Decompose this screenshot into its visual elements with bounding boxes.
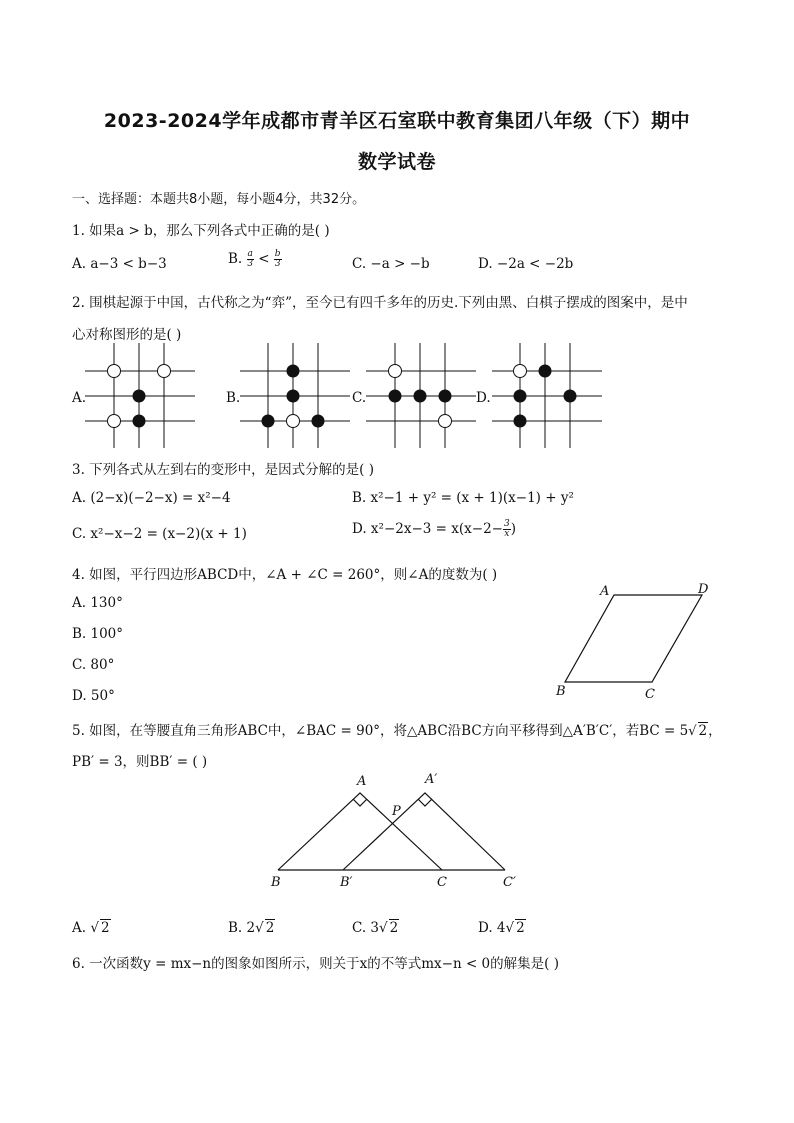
q1-option-c: C. −a > −b xyxy=(352,256,430,272)
white-stone xyxy=(439,415,452,428)
q3-option-d xyxy=(352,520,516,539)
q5-c-radicand: 2 xyxy=(389,920,399,936)
black-stone xyxy=(514,390,527,403)
q1-option-a: A. a−3 < b−3 xyxy=(72,256,167,272)
section-heading: 一、选择题：本题共8小题，每小题4分，共32分。 xyxy=(72,192,366,207)
label-b: B xyxy=(556,684,566,699)
q5-stem-line1: 5. 如图，在等腰直角三角形ABC中，∠BAC = 90°，将△ABC沿BC方向平移得到△A′B′C′，若BC = 5√ 2， xyxy=(72,723,722,739)
q3-d-frac: $\frac{3}{x}$ xyxy=(503,519,510,539)
go-board-a xyxy=(85,343,195,448)
q5-stem-text: 5. 如图，在等腰直角三角形ABC中，∠BAC = 90°，将△ABC沿BC方向平移得到△A′B′C′，若BC = 5 xyxy=(72,723,689,739)
q1-b-frac1: $\frac{a}{3}$ xyxy=(247,249,254,269)
q3-option-b: B. x²−1 + y² = (x + 1)(x−1) + y² xyxy=(352,490,574,506)
q5-stem-radicand: 2 xyxy=(698,723,708,739)
q5-a-radicand: 2 xyxy=(100,920,110,936)
q5-option-c: C. 3√ 2 xyxy=(352,920,399,936)
q4-option-c: C. 80° xyxy=(72,657,115,673)
label-d: D xyxy=(698,582,709,597)
label-a: A xyxy=(357,774,367,789)
black-stone xyxy=(287,390,300,403)
q1-b-frac2: $\frac{b}{3}$ xyxy=(274,249,281,269)
black-stone xyxy=(262,415,275,428)
label-b-prime: B′ xyxy=(340,875,353,890)
q1-option-d: D. −2a < −2b xyxy=(478,256,574,272)
q5-d-radicand: 2 xyxy=(516,920,525,936)
q2-option-b-label: B. xyxy=(226,390,241,406)
q5-c-coef: C. 3 xyxy=(352,920,380,936)
q3-option-c: C. x²−x−2 = (x−2)(x + 1) xyxy=(72,526,247,542)
q2-option-a-label: A. xyxy=(72,390,87,406)
go-board-c xyxy=(366,343,476,448)
white-stone xyxy=(108,415,121,428)
q1-option-b-label: B. xyxy=(228,251,243,267)
label-c: C xyxy=(437,875,447,890)
label-a: A xyxy=(600,584,610,599)
q2-option-c-label: C. xyxy=(352,390,367,406)
q4-stem: 4. 如图，平行四边形ABCD中，∠A + ∠C = 260°，则∠A的度数为( ) xyxy=(72,567,498,583)
black-stone xyxy=(287,365,300,378)
q3-option-a: A. (2−x)(−2−x) = x²−4 xyxy=(72,490,231,506)
black-stone xyxy=(312,415,325,428)
q5-b-radicand: 2 xyxy=(265,920,275,936)
q4-option-b: B. 100° xyxy=(72,626,124,642)
black-stone xyxy=(439,390,452,403)
exam-title-line2: 数学试卷 xyxy=(357,151,436,173)
q5-stem-punct: ， xyxy=(708,723,722,739)
label-b: B xyxy=(271,875,281,890)
white-stone xyxy=(389,365,402,378)
black-stone xyxy=(414,390,427,403)
black-stone xyxy=(389,390,402,403)
q3-d-close: ) xyxy=(510,521,516,537)
white-stone xyxy=(158,365,171,378)
q5-b-coef: B. 2 xyxy=(228,920,256,936)
white-stone xyxy=(514,365,527,378)
label-c: C xyxy=(645,687,655,702)
q6-stem: 6. 一次函数y = mx−n的图象如图所示，则关于x的不等式mx−n < 0的解集是( ) xyxy=(72,956,559,972)
q1-option-b xyxy=(228,250,282,269)
black-stone xyxy=(133,415,146,428)
q5-a-coef: A. xyxy=(72,920,91,936)
q5-option-a: A. √ 2 xyxy=(72,920,110,936)
label-c-prime: C′ xyxy=(503,875,516,890)
q4-option-a: A. 130° xyxy=(72,595,123,611)
parallelogram-figure xyxy=(550,578,720,703)
q5-stem-line2: PB′ = 3，则BB′ = ( ) xyxy=(72,754,208,770)
label-a-prime: A′ xyxy=(425,772,438,787)
q3-stem: 3. 下列各式从左到右的变形中，是因式分解的是( ) xyxy=(72,462,374,478)
q2-stem-line2: 心对称图形的是( ) xyxy=(72,327,182,343)
q2-stem-line1: 2. 围棋起源于中国，古代称之为“弈”，至今已有四千多年的历史.下列由黑、白棋子摆成的图案中，是中 xyxy=(72,295,688,311)
white-stone xyxy=(287,415,300,428)
black-stone xyxy=(539,365,552,378)
q3-d-expr: D. x²−2x−3 = x(x−2− xyxy=(352,521,503,537)
label-p: P xyxy=(392,804,401,819)
go-board-b xyxy=(240,343,350,448)
black-stone xyxy=(514,415,527,428)
q1-b-op: < xyxy=(258,251,270,267)
q1-stem: 1. 如果a > b，那么下列各式中正确的是( ) xyxy=(72,223,330,239)
triangle-translation-figure xyxy=(265,768,530,893)
q2-option-d-label: D. xyxy=(476,390,491,406)
go-board-d xyxy=(492,343,602,448)
white-stone xyxy=(108,365,121,378)
exam-title-line1: 2023-2024学年成都市青羊区石室联中教育集团八年级（下）期中 xyxy=(103,110,691,132)
q5-option-b: B. 2√ 2 xyxy=(228,920,275,936)
q4-option-d: D. 50° xyxy=(72,688,115,704)
black-stone xyxy=(133,390,146,403)
black-stone xyxy=(564,390,577,403)
q5-d-coef: D. 4 xyxy=(478,920,506,936)
q5-option-d: D. 4√ 2 xyxy=(478,920,525,936)
